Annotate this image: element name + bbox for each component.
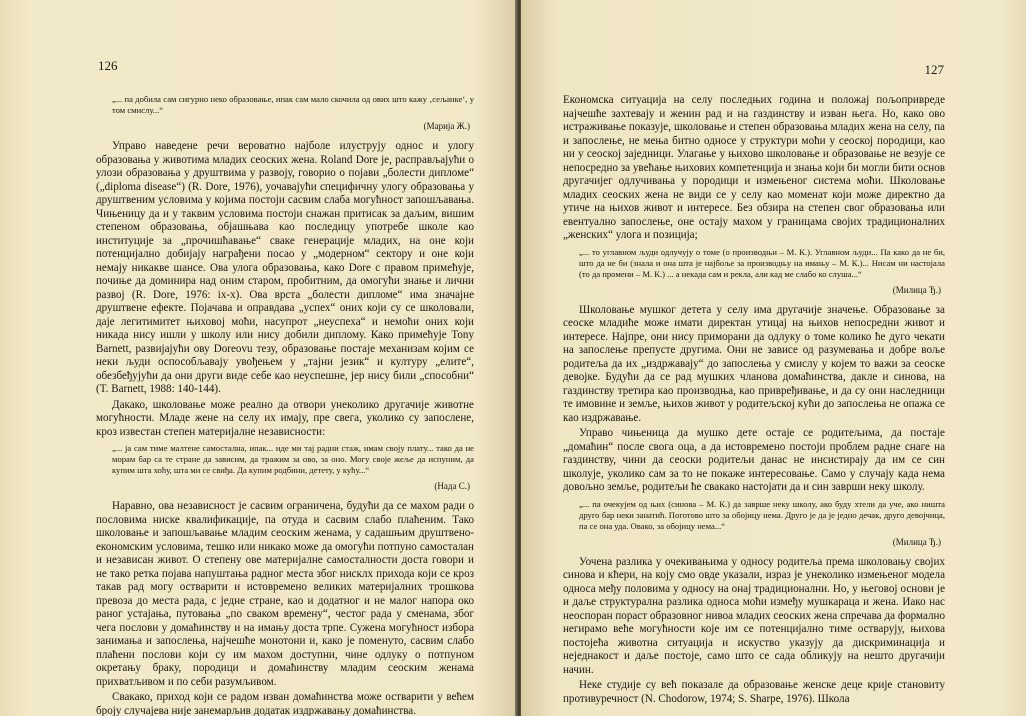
quote-attribution: (Милица Ђ.) [892, 536, 941, 547]
paragraph: Уочена разлика у очекивањима у односу родитеља према школовању својих синова и кћери, на коју смо овде указали, израз је унеколико измењеног модела односа међу половима у односу на онај традиционални. Но, у његовој основи је и даље структурална разлика односа моћи између мушкараца и жена. Иако нас неоспоран пораст образовног нивоа младих сеоских жена спречава да формално негирамо веће могућности које им се потенцијално тиме остварују, њихова постојећа животна ситуација и искуство указују да дискриминација и неједнакост и даље постоје, само што се сада обликују на нешто другачији начин. [563, 555, 945, 676]
paragraph: Свакако, приход који се радом изван домаћинства може остварити у већем броју случајева није занемарљив додатак издржавању домаћинства. [96, 691, 474, 716]
block-quote: „... па очекујем од њих (синова – М. К.) да заврше неку школу, ако буду хтели да уче, ако ништа друго бар неки занатић. Поготово што за обојицу нема. Друго је да је једно дечак, друго девојчица, па се она уда. Овако, за обојицу нема...“ [579, 498, 945, 531]
block-quote: „... то углавном људи одлучују о томе (о производњи – М. К.). Углавном људи... Па како да не би, што да не би (знала и она шта је најбоље за производњу на имању – М. К.)... Нисам ни настојала (то да промени – М. К.) ... а некада сам и рекла, али кад ме слабо ко слуша...“ [579, 246, 945, 279]
quote-attribution: (Нада С.) [434, 481, 470, 491]
page-body [563, 94, 945, 708]
paragraph: Управо наведене речи вероватно најболе илуструју однос и улогу образовања у животима младих сеоских жена. Roland Dore је, расправљајући о улози образовања у друштвима у развоју, говорио о појави „болести дипломе“ („diploma disease“) (R. Dore, 1976), уочавајући специфичну улогу образовања у друштвеним условима у којима постоји сасвим слаба могућност запошљавања. Чињеницу да и у таквим условима постоји снажан притисак за даљим, вишим степеном образовања, објашњава као последицу употребе школе као институције за „прочишћавање“ сваке генерације младих, на оне који потенцијално добијају награђени посао у „модерном“ сектору и оне који немају никакве шансе. Ова улога образовања, како Dore с правом примећује, почиње да доминира над оним старом, пробитним, да омогући знање и лични развој (R. Dore, 1976: ix-x). Ова врста „болести дипломе“ има значајне друштвене ефекте. Појачава и оправдава „успех“ оних који су се школовали, даје легитимитет њиховој моћи, насупрот „неуспеха“ и немоћи оних који никада нису ишли у школу или нису добили диплому. Како примећује Tony Barnett, развијајући ову Doreovu тезу, образовање постаје механизам којим се неки људи оспособљавају увођењем у „тајни језик“ и културу „елите“, обезбеђујући да они други виде себе као неуспешне, јер нису били „способни“ (T. Barnett, 1988: 140-144). [96, 140, 474, 395]
block-quote: „... па добила сам сигурно неко образовање, ипак сам мало скочила од ових што кажу ‚сељанке‘, у том смислу...“ [112, 94, 474, 115]
quote-attribution: (Милица Ђ.) [892, 284, 941, 295]
quote-attribution: (Марија Ж.) [423, 121, 470, 131]
paragraph: Наравно, ова независност је сасвим ограничена, будући да се махом ради о пословима ниске квалификације, па отуда и сасвим слабо плаћеним. Тако школовање и запошљавање младим сеоским женама, у садашњим друштвено-економским условима, тешко или никако може да омогући потпуно самосталан и независан живот. О степену ове материјалне самосталности доста говори и не тако ретка појава напуштања радног места због нисклх прихода који се кроз такав рад могу остварити и истовремено великих материјалних трошкова превоза до места рада, с једне стране, као и додатног и не малог напора око раног устајања, путовања „по сваком времену“, честог рада у сменама, због чега послови у домаћинству и на имању доста трпе. Сужена могућност избора занимања и запослења, најчешће монотони и, како је поменуто, сасвим слабо плаћени послови који су им махом доступни, чине одлуку о потпуном окретању браку, породици и домаћинству младим сеоским женама прихватљивом и по себи разумљивом. [96, 500, 474, 688]
paragraph: Управо чињеница да мушко дете остаје се родитељима, да постаје „домаћин“ после свога оца, а да истовремено постоји проблем радне снаге на газдинству, чини да сеоски родитељи данас не инсистирају да им се син школује, уколико сам за то не покаже интересовање. Само у случају када нема довољно земље, родитељи ће свакако настојати да и син заврши неку школу. [563, 427, 945, 493]
page-body [96, 90, 474, 716]
paragraph: Дакако, школовање може реално да отвори унеколико другачије животне могућности. Младе жене на селу их имају, пре свега, уколико су запослене, кроз известан степен материјалне независности: [96, 398, 474, 438]
right-page [521, 0, 1026, 716]
page-number: 127 [924, 62, 944, 77]
paragraph: Неке студије су већ показале да образовање женске деце крије становиту противуречност (N. Chodorow, 1974; S. Sharpe, 1976). Школа [563, 679, 945, 705]
page-number: 126 [98, 58, 118, 73]
block-quote: „... ја сам тиме малтене самостална, ипак... иде ми тај радни стаж, имам своју плату... тако да не морам бар са те стране да зависим, да тражим за ово, за оно. Могу своје жеље да испуним, да купим шта хоћу, шта ми се свиђа. Да купим родбини, детету, у кућу...“ [112, 443, 474, 475]
paragraph: Школовање мушког детета у селу има другачије значење. Образовање за сеоске младиће може имати директан утицај на њихов непосредни живот и интересе. Најпре, они нису приморани да одлуку о томе колико ће дуго чекати на запослење препусте другима. Они не зависе од разумевања и добре воље родитеља да их „издржавају“ до запослења у смислу у којем то важи за сеоске девојке. Будући да се рад мушких чланова домаћинства, дакле и синова, на газдинству третира као производња, као привређивање, и да су они наследници те имовине и земље, њихов живот у родитељској кући до запослења не опажа се као издржавање. [563, 303, 945, 424]
paragraph: Економска ситуација на селу последњих година и положај пољопривреде најчешће захтевају и женин рад и на газдинству и изван њега. Но, како ово истраживање показује, школовање и степен образовања младих жена на селу, па и запослење, не мења битно односе у структури моћи у сеоској породици, као ни у сеоској заједници. Улагање у њихово школовање и образовање не везује се непосредно за увећање њихових компетенција и знања који би могли бити основ другачијег одлучивања у породици и измењеног система моћи. Школовање младих сеоских жена не види се у селу као моменат који може директно да утиче на њихов живот и интересе. Без обзира на степен свог образовања или евентуално запослење, оне остају махом у границама својих традиционалних „женских“ улога и позиција; [563, 94, 945, 241]
